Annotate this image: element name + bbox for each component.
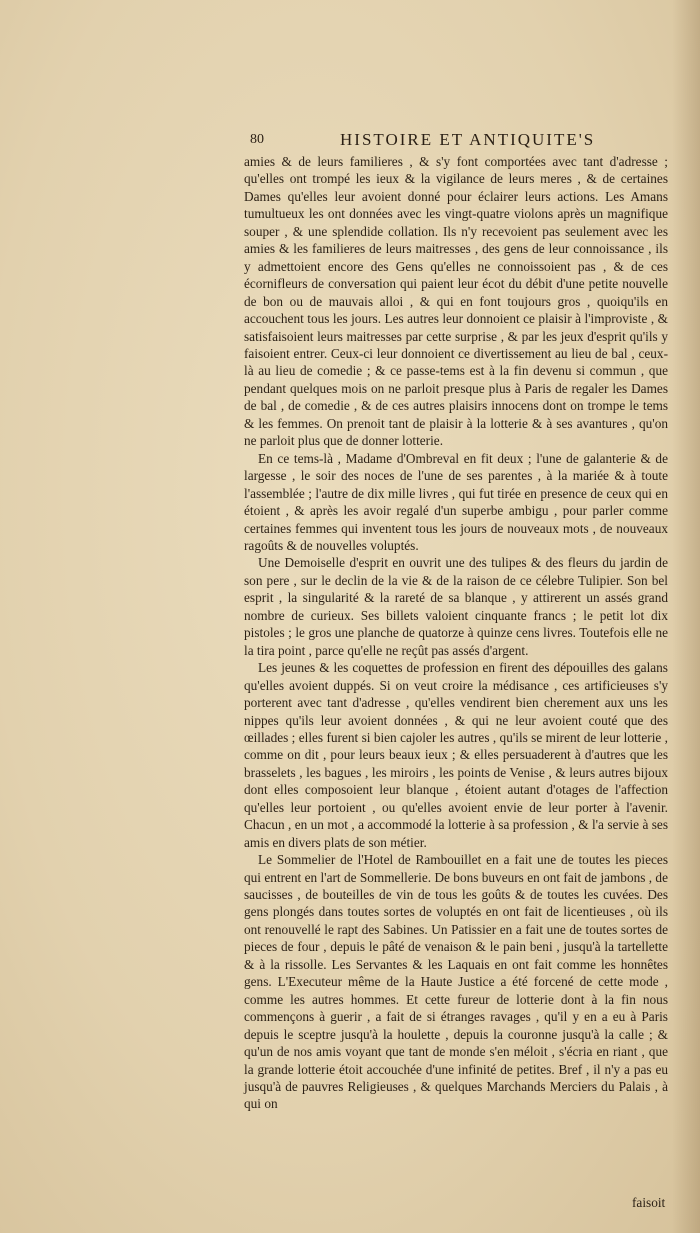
body-text: [244, 153, 668, 1113]
paragraph: Les jeunes & les coquettes de profession en firent des dépouilles des galans qu'elles avoient duppés. Si on veut croire la médisance , ces artificieuses s'y porterent avec tant d'adresse , qu'elles vendirent bien cherement aux uns les nippes qu'ils leur avoient données , & qui ne leur avoient couté que des œillades ; elles furent si bien cajoler les autres , qu'ils se mirent de leur lotterie , comme on dit , pour leurs beaux ieux ; & elles persuaderent à d'autres que les brasselets , les bagues , les miroirs , les points de Venise , & leurs autres bijoux dont elles composoient leur blanque , étoient autant d'otages de l'affection qu'elles leur portoient , ou qu'elles avoient envie de leur porter à l'avenir. Chacun , en un mot , a accommodé la lotterie à sa profession , & l'a servie à ses amis en divers plats de son métier.: [244, 660, 668, 850]
page-edge-shadow: [672, 0, 700, 1233]
paragraph: amies & de leurs familieres , & s'y font comportées avec tant d'adresse ; qu'elles ont trompé les ieux & la vigilance de leurs meres , & de certaines Dames qu'elles leur avoient donné pour éclairer leurs actions. Les Amans tumultueux les ont données avec les vingt-quatre violons après un magnifique souper , & une splendide collation. Ils n'y recevoient pas seulement avec les amies & les familieres de leurs maitresses , des gens de leur connoissance , ils y admettoient encore des Gens qu'elles ne connoissoient pas , & de ces écornifleurs de conversation qui paient leur écot du débit d'une petite nouvelle de bon ou de mauvais alloi , & qui en font toujours gros , quoiqu'ils en accouchent tous les jours. Les autres leur donnoient ce plaisir à l'improviste , & satisfaisoient leurs maitresses par cette surprise , & par les jeux d'esprit qu'ils y faisoient entrer. Ceux-ci leur donnoient ce divertissement au lieu de bal , ceux-là au lieu de comedie ; & ce passe-tems est à la fin devenu si commun , que pendant quelques mois on ne parloit presque plus à Paris de regaler les Dames de bal , de comedie , & de ces autres plaisirs innocens dont on trompe le tems & les femmes. On prenoit tant de plaisir à la lotterie & à ses avantures , qu'on ne parloit plus que de donner lotterie.: [244, 154, 668, 449]
running-title: HISTOIRE ET ANTIQUITE'S: [340, 130, 596, 149]
paragraph: Le Sommelier de l'Hotel de Rambouillet en a fait une de toutes les pieces qui entrent en l'art de Sommellerie. De bons buveurs en ont fait de jambons , de saucisses , de bouteilles de vin de tous les goûts & de toutes les cuvées. Des gens plongés dans toutes sortes de voluptés en ont fait de licentieuses , où ils ont renouvellé le rapt des Sabines. Un Patissier en a fait une de toutes sortes de pieces de four , depuis le pâté de venaison & le pain beni , jusqu'à la tartellette & à la rissolle. Les Servantes & les Laquais en ont fait comme les honnêtes gens. L'Executeur même de la Haute Justice a été forcené de cette mode , comme les autres hommes. Et cette fureur de lotterie dont à la fin nous commençons à guerir , a fait de si étranges ravages , qu'il y en a eu à Paris depuis le sceptre jusqu'à la houlette , depuis la couronne jusqu'à la calle ; & qu'un de nos amis voyant que tant de monde s'en méloit , s'écria en riant , que la grande lotterie étoit accouchée d'une infinité de petites. Bref , il n'y a pas eu jusqu'à de pauvres Religieuses , & quelques Marchands Merciers du Palais , à qui on: [244, 852, 668, 1112]
paragraph: Une Demoiselle d'esprit en ouvrit une des tulipes & des fleurs du jardin de son pere , sur le declin de la vie & de la raison de ce célebre Tulipier. Son bel esprit , la singularité & la rareté de sa blanque , y attirerent un assés grand nombre de curieux. Ses billets valoient cinquante francs ; le petit lot dix pistoles ; le gros une planche de quatorze à quinze cens livres. Toutefois elle ne la tira point , parce qu'elle ne reçût pas assés d'argent.: [244, 555, 668, 658]
catchword: faisoit: [632, 1195, 666, 1210]
paragraph: En ce tems-là , Madame d'Ombreval en fit deux ; l'une de galanterie & de largesse , le soir des noces de l'une de ses parentes , à la mariée & à toute l'assemblée ; l'autre de dix mille livres , qui fut tirée en presence de ceux qui en étoient , & après les avoir regalé d'un superbe ambigu , pour parler comme certaines femmes qui inventent tous les jours de nouveaux mots , de nouveaux ragoûts & de nouvelles voluptés.: [244, 450, 668, 553]
page-header: [250, 130, 690, 152]
page-number: 80: [250, 132, 264, 147]
